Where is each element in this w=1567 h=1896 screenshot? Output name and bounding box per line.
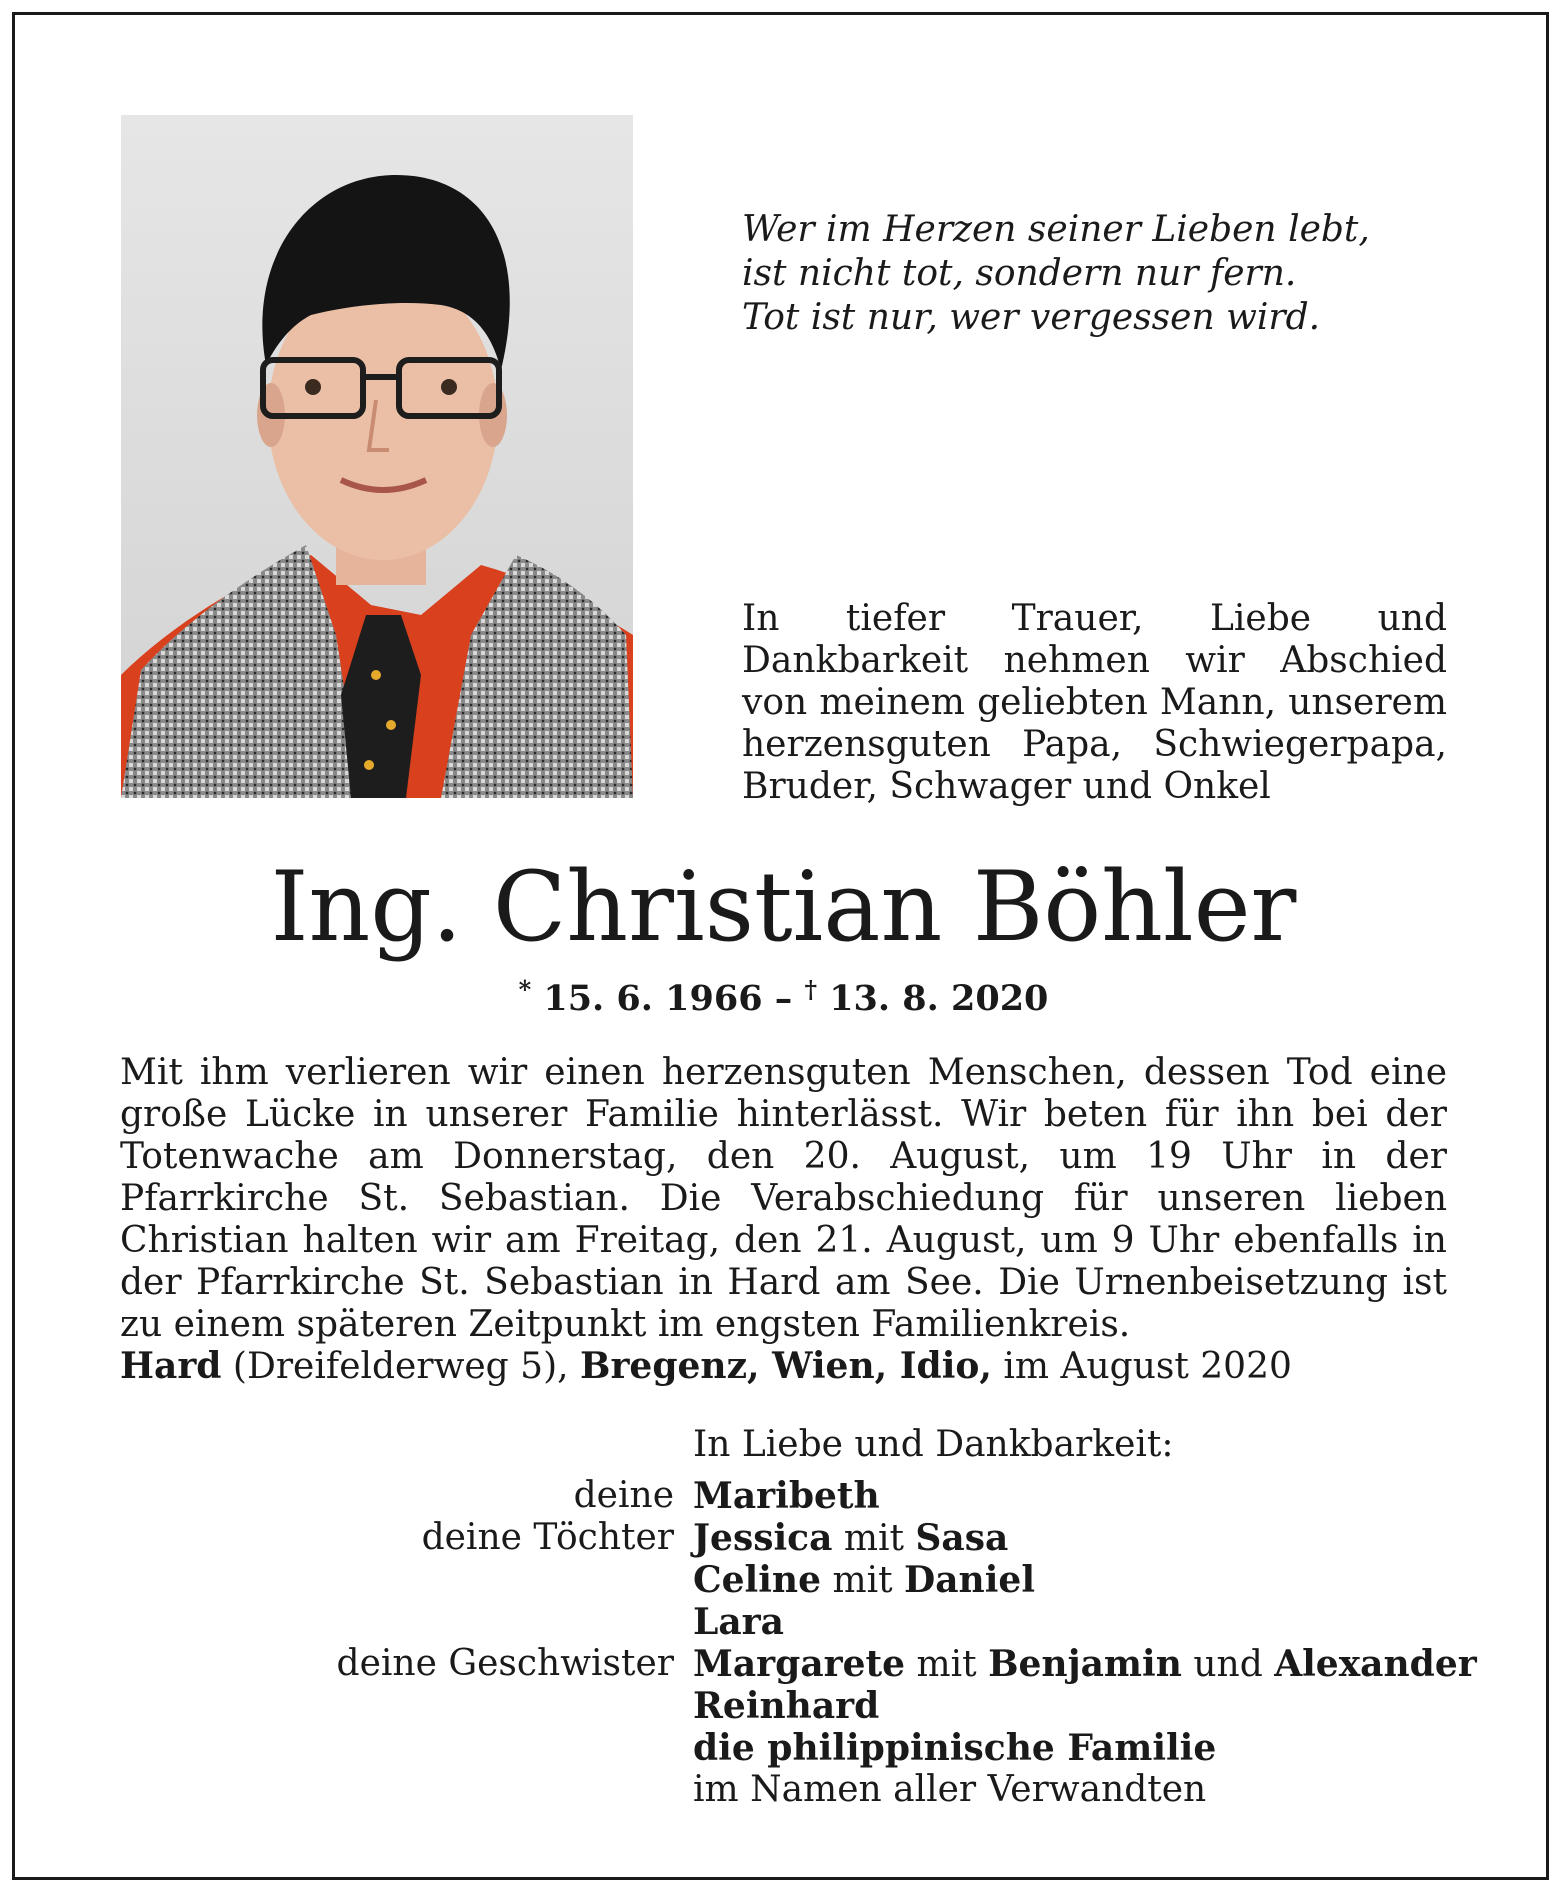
family-name: Margarete (693, 1643, 906, 1685)
place-date-line (120, 1345, 1292, 1387)
death-symbol: † (804, 975, 817, 1004)
funeral-details: Mit ihm verlieren wir einen herzensguten Menschen, dessen Tod eine große Lücke in unserer Familie hinterlässt. Wir beten für ihn bei der Totenwache am Donnerstag, den 20. August, um 19 Uhr in der Pfarrkirche St. Sebastian. Die Verabschiedung für unseren lieben Christian halten wir am Freitag, den 21. August, um 9 Uhr ebenfalls in der Pfarrkirche St. Sebastian in Hard am See. Die Urnenbeisetzung ist zu einem späteren Zeitpunkt im engsten Familienkreis. (120, 1052, 1447, 1345)
memorial-quote (742, 208, 1442, 340)
family-name: Lara (693, 1601, 784, 1643)
place-address: (Dreifelderweg 5), (221, 1346, 581, 1387)
family-label: deine (573, 1475, 674, 1516)
life-dates (0, 975, 1567, 1019)
death-date: 13. 8. 2020 (829, 978, 1049, 1019)
family-connector: mit (821, 1560, 905, 1601)
place-others: Bregenz, Wien, Idio, (580, 1345, 992, 1387)
birth-symbol: * (518, 975, 532, 1004)
family-name: Celine (693, 1559, 821, 1601)
quote-line: Tot ist nur, wer vergessen wird. (742, 297, 1321, 338)
deceased-name: Ing. Christian Böhler (270, 851, 1297, 963)
family-connector: mit (905, 1644, 989, 1685)
family-name: Jessica (693, 1517, 833, 1559)
birth-date: 15. 6. 1966 (543, 978, 763, 1019)
intro-text: In tiefer Trauer, Liebe und Dankbarkeit nehmen wir Abschied von meinem geliebten Mann, unserem herzensguten Papa, Schwiegerpapa, Bruder, Schwager und Onkel (742, 598, 1447, 807)
family-name: Reinhard (693, 1685, 880, 1727)
family-connector: mit (832, 1518, 916, 1559)
family-label: deine Geschwister (336, 1643, 674, 1684)
family-name: Alexander (1274, 1643, 1477, 1685)
family-connector: und (1181, 1644, 1275, 1685)
family-name: Sasa (915, 1517, 1009, 1559)
place-town: Hard (120, 1345, 222, 1387)
date-separator: – (762, 978, 805, 1019)
family-name: Maribeth (693, 1475, 880, 1517)
family-closing: im Namen aller Verwandten (693, 1769, 1207, 1810)
signature-heading: In Liebe und Dankbarkeit: (693, 1424, 1174, 1465)
quote-line: Wer im Herzen seiner Lieben lebt, (742, 209, 1370, 250)
portrait-photo (121, 115, 633, 798)
family-label: deine Töchter (421, 1517, 674, 1558)
place-date: im August 2020 (991, 1346, 1292, 1387)
family-name: die philippinische Familie (693, 1727, 1217, 1769)
quote-line: ist nicht tot, sondern nur fern. (742, 253, 1297, 294)
family-name: Benjamin (988, 1643, 1182, 1685)
family-name: Daniel (904, 1559, 1035, 1601)
